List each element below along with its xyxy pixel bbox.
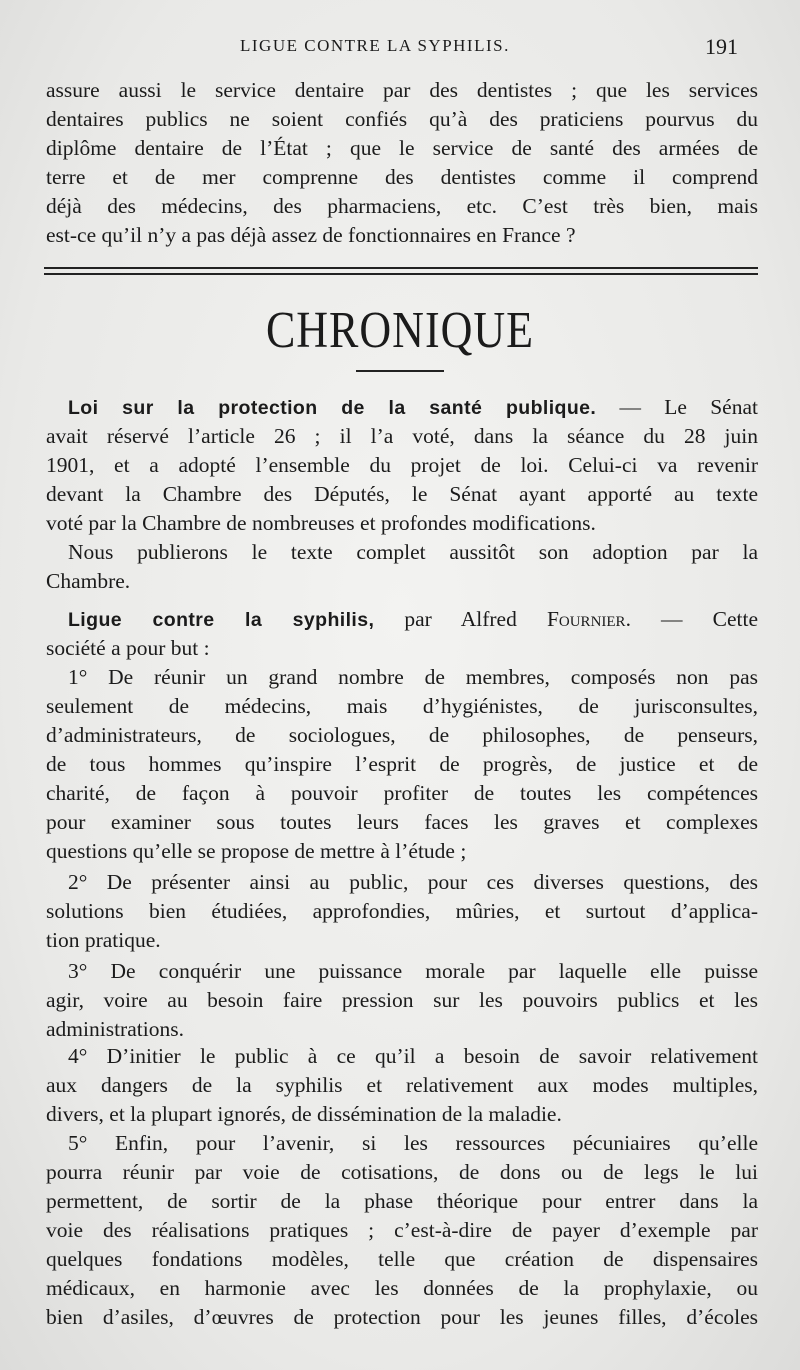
list-item-line: charité, de façon à pouvoir profiter de toutes les compétences	[46, 781, 758, 805]
list-item-line: questions qu’elle se propose de mettre à l’étude ;	[46, 839, 467, 863]
list-item-line: 3° De conquérir une puissance morale par laquelle elle puisse	[68, 959, 758, 983]
list-item-line: 4° D’initier le public à ce qu’il a besoin de savoir relativement	[68, 1044, 758, 1068]
loi-heading-line	[68, 393, 758, 422]
page-number: 191	[705, 34, 738, 59]
author-name: Fournier	[546, 607, 626, 631]
title-underline	[356, 370, 444, 372]
ligue-heading-rest: . — Cette	[625, 607, 758, 631]
list-item-line: 1° De réunir un grand nombre de membres, composés non pas	[68, 665, 758, 689]
loi-p2-line: Nous publierons le texte complet aussitôt son adoption par la	[68, 540, 758, 564]
list-item-line: médicaux, en harmonie avec les données de la prophylaxie, ou	[46, 1276, 758, 1300]
section-title: CHRONIQUE	[265, 301, 535, 359]
intro-line: assure aussi le service dentaire par des dentistes ; que les services	[46, 78, 758, 102]
intro-line: déjà des médecins, des pharmaciens, etc. C’est très bien, mais	[46, 194, 758, 218]
list-item-line: bien d’asiles, d’œuvres de protection pour les jeunes filles, d’écoles	[46, 1305, 758, 1329]
loi-line: voté par la Chambre de nombreuses et profondes modifications.	[46, 511, 596, 535]
running-head	[0, 34, 800, 62]
list-item-line: voie des réalisations pratiques ; c’est-à-dire de payer d’exemple par	[46, 1218, 758, 1242]
list-item-line: tion pratique.	[46, 928, 161, 952]
list-item-line: de tous hommes qu’inspire l’esprit de progrès, de justice et de	[46, 752, 758, 776]
intro-line: dentaires publics ne soient confiés qu’à des praticiens pourvus du	[46, 107, 758, 131]
ligue-line: société a pour but :	[46, 636, 210, 660]
ligue-author-prefix: par Alfred	[374, 607, 547, 631]
loi-line: 1901, et a adopté l’ensemble du projet de loi. Celui-ci va revenir	[46, 453, 758, 477]
list-item-line: quelques fondations modèles, telle que création de dispensaires	[46, 1247, 758, 1271]
loi-heading: Loi sur la protection de la santé publique.	[68, 397, 597, 419]
running-head-title: LIGUE CONTRE LA SYPHILIS.	[240, 36, 510, 55]
intro-line: est-ce qu’il n’y a pas déjà assez de fonctionnaires en France ?	[46, 223, 576, 247]
list-item-line: permettent, de sortir de la phase théorique pour entrer dans la	[46, 1189, 758, 1213]
loi-line: devant la Chambre des Députés, le Sénat ayant apporté au texte	[46, 482, 758, 506]
loi-p2-line: Chambre.	[46, 569, 131, 593]
loi-heading-rest: — Le Sénat	[596, 395, 758, 419]
list-item-line: administrations.	[46, 1017, 184, 1041]
section-rule-top	[44, 267, 758, 269]
ligue-heading: Ligue contre la syphilis,	[68, 609, 375, 631]
loi-line: avait réservé l’article 26 ; il l’a voté, dans la séance du 28 juin	[46, 424, 758, 448]
section-rule-bottom	[44, 273, 758, 275]
list-item-line: seulement de médecins, mais d’hygiénistes, de jurisconsultes,	[46, 694, 758, 718]
list-item-line: 5° Enfin, pour l’avenir, si les ressources pécuniaires qu’elle	[68, 1131, 758, 1155]
list-item-line: pourra réunir par voie de cotisations, de dons ou de legs le lui	[46, 1160, 758, 1184]
list-item-line: d’administrateurs, de sociologues, de philosophes, de penseurs,	[46, 723, 758, 747]
intro-line: terre et de mer comprenne des dentistes comme il comprend	[46, 165, 758, 189]
ligue-heading-line	[68, 605, 758, 634]
list-item-line: agir, voire au besoin faire pression sur les pouvoirs publics et les	[46, 988, 758, 1012]
list-item-line: aux dangers de la syphilis et relativement aux modes multiples,	[46, 1073, 758, 1097]
list-item-line: 2° De présenter ainsi au public, pour ces diverses questions, des	[68, 870, 758, 894]
list-item-line: pour examiner sous toutes leurs faces les graves et complexes	[46, 810, 758, 834]
list-item-line: divers, et la plupart ignorés, de dissémination de la maladie.	[46, 1102, 562, 1126]
intro-line: diplôme dentaire de l’État ; que le service de santé des armées de	[46, 136, 758, 160]
list-item-line: solutions bien étudiées, approfondies, mûries, et surtout d’applica-	[46, 899, 758, 923]
